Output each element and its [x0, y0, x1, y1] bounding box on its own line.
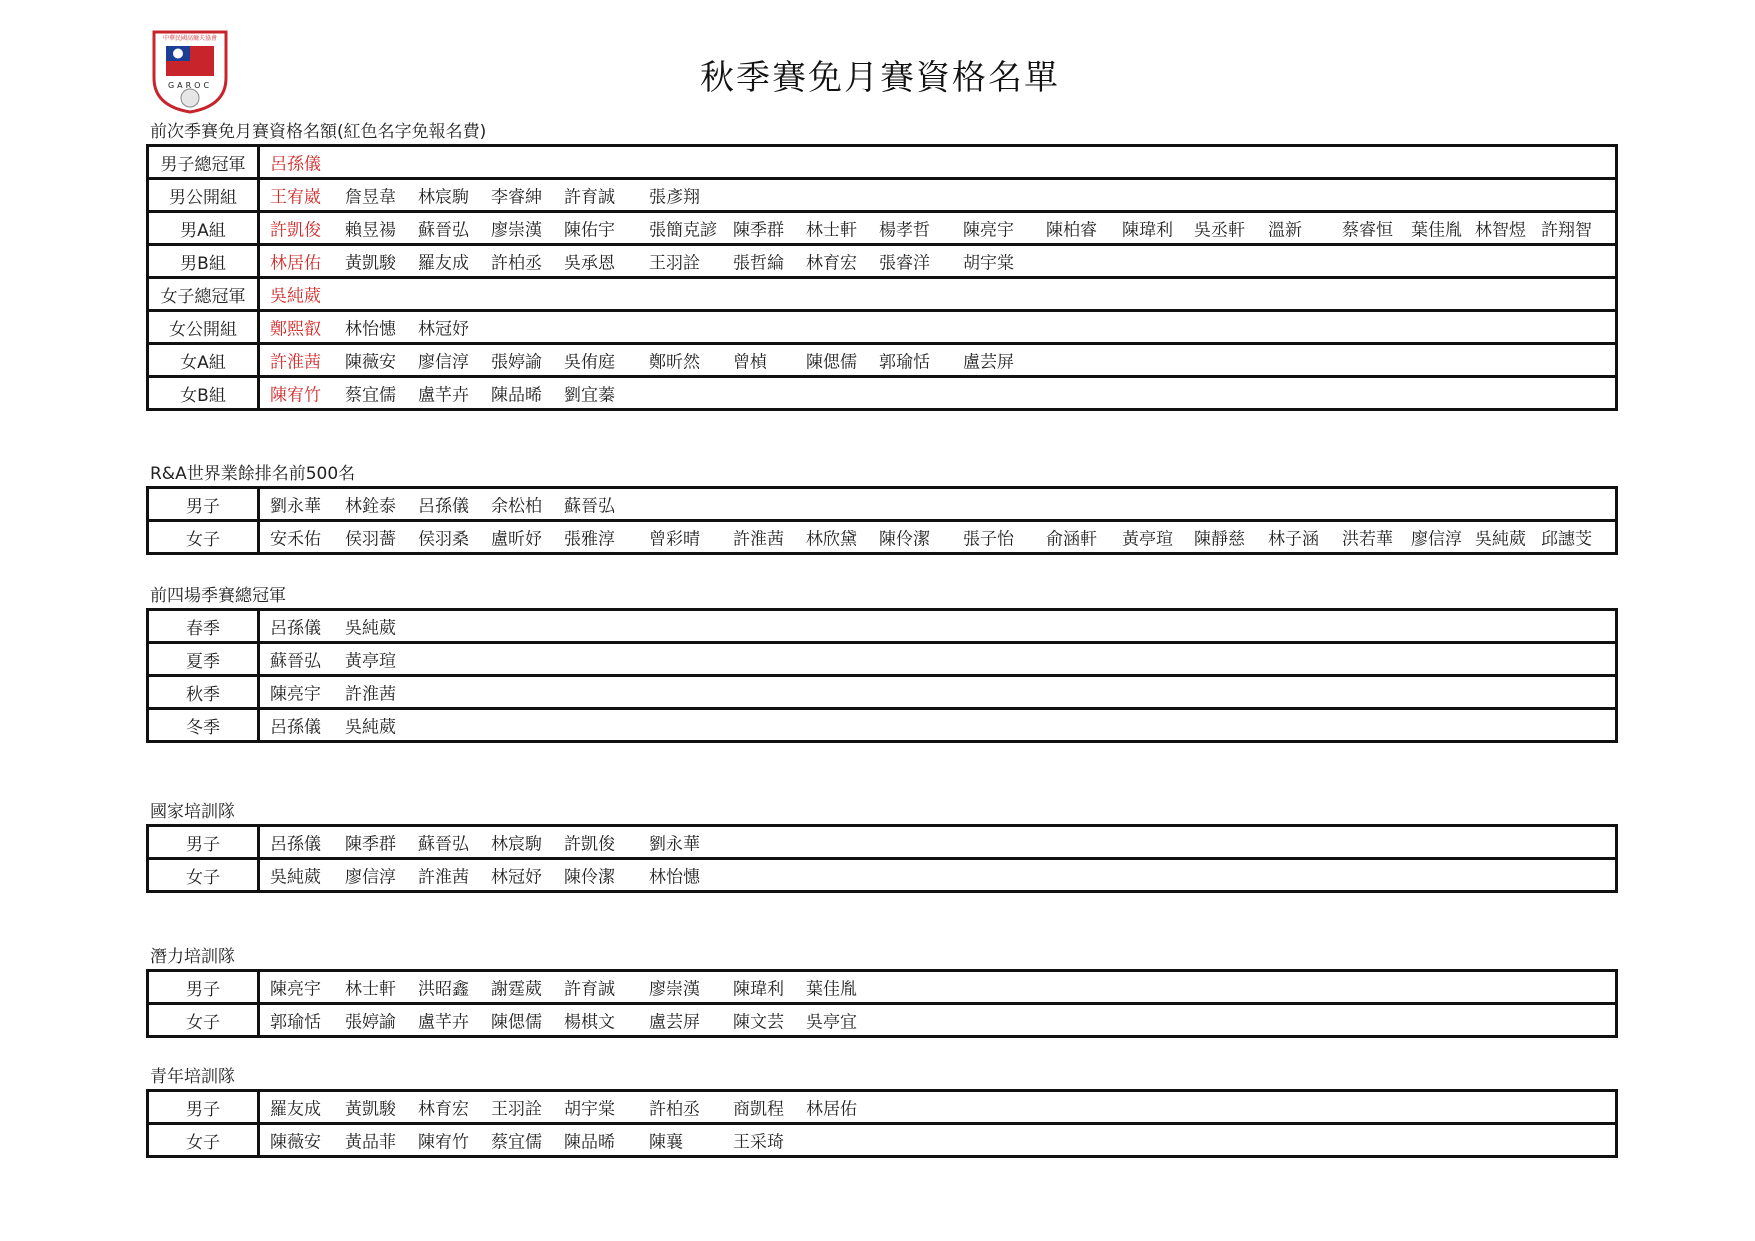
category-cell: 男A組	[148, 212, 259, 245]
player-name: 陳宥竹	[270, 385, 321, 406]
table-row	[148, 245, 1617, 278]
table-row	[148, 311, 1617, 344]
qualification-table	[146, 969, 1618, 1038]
section-6	[146, 1065, 1618, 1158]
player-name: 陳偲儒	[806, 352, 857, 373]
table-row	[148, 826, 1617, 859]
table-row	[148, 521, 1617, 554]
names-cell	[259, 971, 1617, 1004]
names-cell	[259, 146, 1617, 179]
table-row	[148, 709, 1617, 742]
player-name: 俞涵軒	[1046, 529, 1097, 550]
section-4	[146, 800, 1618, 893]
table-row	[148, 278, 1617, 311]
names-cell	[259, 676, 1617, 709]
player-name: 黃亭瑄	[1122, 529, 1173, 550]
player-name: 吳亭宜	[806, 1012, 857, 1033]
names-cell	[259, 212, 1617, 245]
player-name: 葉佳胤	[806, 979, 857, 1000]
player-name: 許柏丞	[649, 1099, 700, 1120]
logo-text-top: 中華民國高爾夫協會	[162, 35, 218, 42]
table-row	[148, 488, 1617, 521]
player-name: 詹昱韋	[345, 187, 396, 208]
qualification-table	[146, 144, 1618, 411]
names-cell	[259, 311, 1617, 344]
player-name: 王宥崴	[270, 187, 321, 208]
table-row	[148, 676, 1617, 709]
player-name: 林銓泰	[345, 496, 396, 517]
player-name: 蔡宜儒	[345, 385, 396, 406]
names-cell	[259, 278, 1617, 311]
names-cell	[259, 709, 1617, 742]
player-name: 黃品菲	[345, 1132, 396, 1153]
player-name: 陳薇安	[345, 352, 396, 373]
player-name: 許淮茜	[418, 867, 469, 888]
player-name: 林士軒	[806, 220, 857, 241]
player-name: 胡宇棠	[564, 1099, 615, 1120]
player-name: 林怡憓	[649, 867, 700, 888]
player-name: 侯羽桑	[418, 529, 469, 550]
category-cell: 冬季	[148, 709, 259, 742]
player-name: 陳伶潔	[564, 867, 615, 888]
category-cell: 夏季	[148, 643, 259, 676]
names-cell	[259, 488, 1617, 521]
names-cell	[259, 1091, 1617, 1124]
section-caption: 青年培訓隊	[150, 1067, 235, 1087]
player-name: 陳亮宇	[270, 979, 321, 1000]
player-name: 陳亮宇	[963, 220, 1014, 241]
player-name: 陳佑宇	[564, 220, 615, 241]
player-name: 張簡克諺	[649, 220, 717, 241]
player-name: 廖信淳	[418, 352, 469, 373]
player-name: 盧昕妤	[491, 529, 542, 550]
player-name: 郭瑜恬	[879, 352, 930, 373]
player-name: 劉宜蓁	[564, 385, 615, 406]
names-cell	[259, 826, 1617, 859]
player-name: 陳品晞	[491, 385, 542, 406]
player-name: 羅友成	[418, 253, 469, 274]
player-name: 蘇晉弘	[564, 496, 615, 517]
table-row	[148, 1004, 1617, 1037]
player-name: 林育宏	[418, 1099, 469, 1120]
player-name: 張婷諭	[491, 352, 542, 373]
player-name: 吳純葳	[270, 286, 321, 307]
player-name: 林居佑	[270, 253, 321, 274]
page-title: 秋季賽免月賽資格名單	[700, 58, 1060, 98]
player-name: 吳純葳	[270, 867, 321, 888]
player-name: 陳文芸	[733, 1012, 784, 1033]
garoc-logo	[150, 28, 230, 114]
player-name: 商凱程	[733, 1099, 784, 1120]
category-cell: 女子	[148, 1004, 259, 1037]
category-cell: 男子	[148, 488, 259, 521]
section-caption: R&A世界業餘排名前500名	[150, 464, 356, 484]
player-name: 許淮茜	[733, 529, 784, 550]
player-name: 鄭熙叡	[270, 319, 321, 340]
player-name: 侯羽薔	[345, 529, 396, 550]
table-row	[148, 344, 1617, 377]
player-name: 楊孝哲	[879, 220, 930, 241]
table-row	[148, 643, 1617, 676]
player-name: 蘇晉弘	[418, 220, 469, 241]
player-name: 陳伶潔	[879, 529, 930, 550]
table-row	[148, 971, 1617, 1004]
player-name: 呂孫儀	[270, 834, 321, 855]
player-name: 安禾佑	[270, 529, 321, 550]
qualification-table	[146, 486, 1618, 555]
player-name: 林士軒	[345, 979, 396, 1000]
player-name: 許淮茜	[270, 352, 321, 373]
player-name: 李睿紳	[491, 187, 542, 208]
table-row	[148, 859, 1617, 892]
qualification-table	[146, 1089, 1618, 1158]
category-cell: 男公開組	[148, 179, 259, 212]
names-cell	[259, 377, 1617, 410]
player-name: 吳丞軒	[1194, 220, 1245, 241]
player-name: 林育宏	[806, 253, 857, 274]
player-name: 黃凱駿	[345, 1099, 396, 1120]
table-row	[148, 1124, 1617, 1157]
table-row	[148, 610, 1617, 643]
player-name: 吳承恩	[564, 253, 615, 274]
player-name: 林欣黛	[806, 529, 857, 550]
player-name: 洪若華	[1342, 529, 1393, 550]
player-name: 許柏丞	[491, 253, 542, 274]
player-name: 楊棋文	[564, 1012, 615, 1033]
player-name: 陳宥竹	[418, 1132, 469, 1153]
player-name: 林子涵	[1268, 529, 1319, 550]
category-cell: 女子	[148, 1124, 259, 1157]
player-name: 劉永華	[270, 496, 321, 517]
names-cell	[259, 344, 1617, 377]
player-name: 林冠妤	[491, 867, 542, 888]
names-cell	[259, 643, 1617, 676]
names-cell	[259, 610, 1617, 643]
category-cell: 女子	[148, 521, 259, 554]
player-name: 陳靜慈	[1194, 529, 1245, 550]
player-name: 蘇晉弘	[270, 651, 321, 672]
names-cell	[259, 1004, 1617, 1037]
player-name: 呂孫儀	[270, 618, 321, 639]
section-caption: 國家培訓隊	[150, 802, 235, 822]
table-row	[148, 146, 1617, 179]
section-caption: 潛力培訓隊	[150, 947, 235, 967]
category-cell: 女B組	[148, 377, 259, 410]
player-name: 郭瑜恬	[270, 1012, 321, 1033]
player-name: 陳薇安	[270, 1132, 321, 1153]
player-name: 張睿洋	[879, 253, 930, 274]
player-name: 黃亭瑄	[345, 651, 396, 672]
category-cell: 女子總冠軍	[148, 278, 259, 311]
qualification-table	[146, 824, 1618, 893]
player-name: 許凱俊	[564, 834, 615, 855]
player-name: 羅友成	[270, 1099, 321, 1120]
player-name: 陳偲儒	[491, 1012, 542, 1033]
player-name: 劉永華	[649, 834, 700, 855]
category-cell: 男子總冠軍	[148, 146, 259, 179]
player-name: 陳季群	[345, 834, 396, 855]
player-name: 許凱俊	[270, 220, 321, 241]
player-name: 葉佳胤	[1411, 220, 1462, 241]
table-row	[148, 179, 1617, 212]
player-name: 曾彩晴	[649, 529, 700, 550]
category-cell: 男子	[148, 971, 259, 1004]
player-name: 張婷諭	[345, 1012, 396, 1033]
table-row	[148, 1091, 1617, 1124]
section-caption: 前四場季賽總冠軍	[150, 586, 286, 606]
table-row	[148, 212, 1617, 245]
player-name: 許育誠	[564, 187, 615, 208]
names-cell	[259, 521, 1617, 554]
names-cell	[259, 179, 1617, 212]
section-5	[146, 945, 1618, 1038]
names-cell	[259, 859, 1617, 892]
player-name: 盧芸屏	[963, 352, 1014, 373]
player-name: 溫新	[1268, 220, 1302, 241]
player-name: 黃凱駿	[345, 253, 396, 274]
player-name: 胡宇棠	[963, 253, 1014, 274]
player-name: 邱譓芠	[1541, 529, 1592, 550]
section-3	[146, 584, 1618, 743]
player-name: 盧芸屏	[649, 1012, 700, 1033]
logo-text-bottom: GAROC	[167, 81, 213, 90]
category-cell: 女A組	[148, 344, 259, 377]
player-name: 廖崇漢	[491, 220, 542, 241]
player-name: 吳純葳	[1475, 529, 1526, 550]
player-name: 張雅淳	[564, 529, 615, 550]
player-name: 余松柏	[491, 496, 542, 517]
player-name: 陳亮宇	[270, 684, 321, 705]
player-name: 許淮茜	[345, 684, 396, 705]
player-name: 王采琦	[733, 1132, 784, 1153]
player-name: 王羽詮	[491, 1099, 542, 1120]
qualification-table	[146, 608, 1618, 743]
player-name: 吳侑庭	[564, 352, 615, 373]
player-name: 蔡宜儒	[491, 1132, 542, 1153]
section-caption: 前次季賽免月賽資格名額(紅色名字免報名費)	[150, 122, 487, 142]
player-name: 賴昱禓	[345, 220, 396, 241]
player-name: 許育誠	[564, 979, 615, 1000]
section-1	[146, 120, 1618, 411]
names-cell	[259, 1124, 1617, 1157]
player-name: 陳品晞	[564, 1132, 615, 1153]
category-cell: 男B組	[148, 245, 259, 278]
player-name: 林智煜	[1475, 220, 1526, 241]
player-name: 呂孫儀	[270, 717, 321, 738]
player-name: 吳純葳	[345, 717, 396, 738]
category-cell: 春季	[148, 610, 259, 643]
player-name: 廖信淳	[1411, 529, 1462, 550]
category-cell: 女公開組	[148, 311, 259, 344]
category-cell: 男子	[148, 1091, 259, 1124]
section-2	[146, 462, 1618, 555]
player-name: 鄭昕然	[649, 352, 700, 373]
player-name: 陳瑋利	[733, 979, 784, 1000]
player-name: 蔡睿恒	[1342, 220, 1393, 241]
category-cell: 男子	[148, 826, 259, 859]
player-name: 謝霆葳	[491, 979, 542, 1000]
names-cell	[259, 245, 1617, 278]
category-cell: 秋季	[148, 676, 259, 709]
player-name: 呂孫儀	[418, 496, 469, 517]
category-cell: 女子	[148, 859, 259, 892]
player-name: 蘇晉弘	[418, 834, 469, 855]
player-name: 陳柏睿	[1046, 220, 1097, 241]
player-name: 盧芊卉	[418, 385, 469, 406]
player-name: 盧芊卉	[418, 1012, 469, 1033]
player-name: 廖崇漢	[649, 979, 700, 1000]
player-name: 林宸駒	[418, 187, 469, 208]
player-name: 林宸駒	[491, 834, 542, 855]
player-name: 林怡憓	[345, 319, 396, 340]
player-name: 陳襄	[649, 1132, 683, 1153]
player-name: 王羽詮	[649, 253, 700, 274]
player-name: 吳純葳	[345, 618, 396, 639]
player-name: 張哲綸	[733, 253, 784, 274]
player-name: 林居佑	[806, 1099, 857, 1120]
table-row	[148, 377, 1617, 410]
player-name: 廖信淳	[345, 867, 396, 888]
player-name: 陳瑋利	[1122, 220, 1173, 241]
player-name: 張子怡	[963, 529, 1014, 550]
player-name: 曾楨	[733, 352, 767, 373]
player-name: 陳季群	[733, 220, 784, 241]
player-name: 張彥翔	[649, 187, 700, 208]
player-name: 呂孫儀	[270, 154, 321, 175]
player-name: 林冠妤	[418, 319, 469, 340]
player-name: 許翔智	[1541, 220, 1592, 241]
player-name: 洪昭鑫	[418, 979, 469, 1000]
